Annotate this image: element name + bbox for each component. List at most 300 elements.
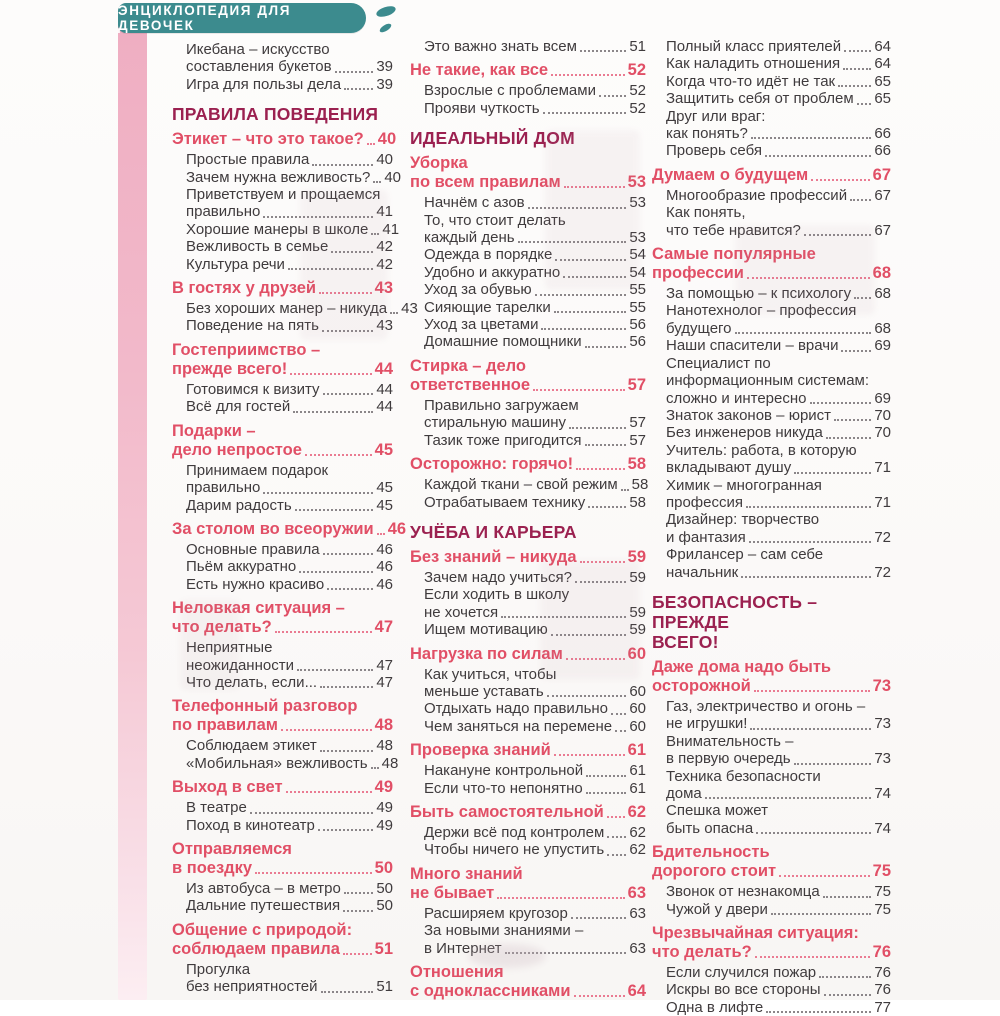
page-number: 57	[627, 375, 646, 394]
entry-title: осторожной	[652, 676, 751, 695]
entry-last-line	[652, 677, 891, 696]
entry-title: Зачем надо учиться?	[424, 568, 572, 586]
entry-title: что делать?	[172, 618, 272, 637]
dot-leader	[535, 294, 627, 296]
entry-line: Специалист по	[666, 354, 771, 372]
page-number: 59	[629, 621, 646, 639]
toc-item-entry	[410, 586, 646, 621]
entry-title: меньше уставать	[424, 682, 544, 700]
dot-leader	[344, 88, 373, 90]
entry-line: Как понять,	[666, 204, 746, 222]
entry-last-line	[424, 940, 646, 957]
entry-line: За новыми знаниями –	[424, 922, 584, 940]
entry-title: Если что-то непонятно	[424, 779, 583, 797]
entry-title: Проверка знаний	[410, 741, 551, 760]
dot-leader	[741, 576, 871, 578]
entry-title: Всё для гостей	[186, 398, 291, 416]
toc-item-entry	[410, 780, 646, 797]
page-number: 77	[874, 998, 891, 1016]
entry-title: Основные правила	[186, 540, 320, 558]
page-edge-strip	[118, 24, 147, 1000]
toc-item-entry	[652, 90, 891, 107]
toc-item-entry	[652, 546, 891, 581]
page-number: 40	[384, 168, 401, 186]
entry-title: Накануне контрольной	[424, 762, 584, 780]
entry-title: Одежда в порядке	[424, 246, 553, 264]
entry-line: Чрезвычайная ситуация:	[652, 924, 859, 943]
entry-last-line	[666, 424, 891, 441]
toc-subsection-entry	[652, 245, 891, 283]
dot-leader	[344, 892, 374, 894]
entry-last-line	[424, 246, 646, 263]
toc-subsection-entry	[410, 61, 646, 80]
toc-section-heading	[410, 128, 646, 148]
entry-last-line	[666, 820, 891, 837]
toc-subsection-entry	[172, 697, 393, 735]
entry-title: Культура речи	[186, 255, 285, 273]
entry-line: ПРАВИЛА ПОВЕДЕНИЯ	[172, 104, 379, 125]
entry-title: дорогого стоит	[652, 862, 777, 881]
page-number: 49	[374, 778, 393, 797]
toc-item-entry	[410, 922, 646, 957]
entry-last-line	[666, 529, 891, 546]
dot-leader	[779, 875, 870, 877]
dot-leader	[533, 389, 625, 391]
entry-title: профессии	[652, 264, 744, 283]
entry-title: Зачем нужна вежливость?	[186, 168, 371, 186]
toc-item-entry	[172, 76, 393, 93]
entry-last-line	[424, 780, 646, 797]
dot-leader	[528, 207, 627, 209]
dot-leader	[321, 991, 374, 993]
toc-item-entry	[172, 381, 393, 398]
page-number: 51	[374, 939, 393, 958]
toc-subsection-entry	[172, 279, 393, 298]
entry-last-line	[424, 38, 646, 55]
page-number: 44	[376, 398, 393, 416]
entry-last-line	[410, 61, 646, 80]
entry-last-line	[666, 222, 891, 239]
page-number: 51	[629, 38, 646, 55]
entry-title: Без хороших манер – никуда	[186, 300, 388, 318]
dot-leader	[611, 713, 626, 715]
entry-last-line	[424, 414, 646, 431]
entry-title: Пьём аккуратно	[186, 558, 297, 576]
dot-leader	[607, 854, 626, 856]
toc-item-entry	[172, 151, 393, 168]
entry-line: информационным системам:	[666, 372, 870, 390]
entry-last-line	[424, 476, 649, 494]
dot-leader	[335, 71, 374, 73]
entry-title: Нагрузка по силам	[410, 644, 563, 663]
entry-title: дома	[666, 785, 702, 802]
page-number: 76	[874, 964, 891, 982]
page-number: 50	[376, 879, 393, 897]
dot-leader	[263, 492, 373, 494]
page-number: 55	[629, 281, 646, 299]
entry-title: правильно	[186, 479, 261, 497]
entry-title: Многообразие профессий	[666, 186, 848, 204]
entry-title: Уход за цветами	[424, 316, 539, 334]
page-number: 43	[374, 279, 393, 298]
page-number: 69	[874, 389, 891, 407]
dot-leader	[551, 634, 627, 636]
entry-title: Ищем мотивацию	[424, 621, 548, 639]
entry-last-line	[410, 982, 646, 1001]
dot-leader	[765, 155, 871, 157]
entry-last-line	[186, 754, 399, 772]
entry-last-line	[186, 398, 393, 415]
entry-last-line	[424, 621, 646, 638]
entry-title: Искры во все стороны	[666, 981, 821, 999]
toc-item-entry	[652, 73, 891, 90]
toc-item-entry	[410, 476, 649, 494]
toc-item-entry	[652, 511, 891, 546]
toc-subsection-entry	[410, 803, 646, 822]
toc-item-entry	[652, 38, 891, 55]
dot-leader	[564, 186, 625, 188]
dot-leader	[574, 995, 625, 997]
toc-item-entry	[410, 212, 646, 247]
entry-title: не игрушки!	[666, 715, 748, 733]
entry-line: ИДЕАЛЬНЫЙ ДОМ	[410, 128, 575, 149]
dot-leader	[607, 836, 626, 838]
entry-last-line	[424, 432, 646, 449]
toc-item-entry	[172, 300, 418, 318]
page-number: 49	[376, 799, 393, 817]
entry-line: Уборка	[410, 154, 468, 173]
entry-last-line	[424, 683, 646, 700]
page-number: 40	[376, 151, 393, 169]
toc-item-entry	[652, 768, 891, 803]
entry-line: Много знаний	[410, 864, 523, 883]
page-number: 67	[874, 186, 891, 204]
dot-leader	[705, 797, 872, 799]
entry-title: За помощью – к психологу	[666, 285, 852, 303]
toc-item-entry	[172, 880, 393, 897]
page-number: 76	[874, 981, 891, 999]
page-number: 56	[629, 333, 646, 351]
toc-item-entry	[410, 718, 646, 735]
dot-leader	[541, 328, 626, 330]
entry-title: в поездку	[172, 858, 253, 877]
entry-last-line	[410, 884, 646, 903]
page-number: 75	[874, 883, 891, 901]
dot-leader	[555, 259, 626, 261]
entry-last-line	[424, 700, 646, 717]
page-number: 74	[874, 785, 891, 802]
toc-item-entry	[410, 569, 646, 586]
entry-title: Это важно знать всем	[424, 38, 577, 55]
entry-last-line	[172, 716, 393, 735]
entry-title: Знаток законов – юрист	[666, 406, 832, 424]
entry-last-line	[186, 220, 400, 238]
toc-subsection-entry	[410, 548, 646, 567]
page-number: 71	[874, 459, 891, 477]
toc-item-entry	[172, 961, 393, 996]
page-number: 54	[629, 246, 646, 264]
entry-title: Взрослые с проблемами	[424, 82, 596, 100]
entry-last-line	[424, 264, 646, 281]
dot-leader	[571, 917, 626, 919]
entry-last-line	[186, 880, 393, 897]
dot-leader	[367, 143, 375, 145]
toc-subsection-entry	[172, 840, 393, 878]
entry-last-line	[186, 76, 393, 93]
toc-item-entry	[652, 407, 891, 424]
page-number: 60	[629, 717, 646, 735]
toc-item-entry	[410, 281, 646, 298]
entry-title: в Интернет	[424, 939, 502, 957]
entry-title: Что делать, если...	[186, 673, 318, 691]
dot-leader	[323, 393, 374, 395]
entry-title: не бывает	[410, 883, 495, 902]
toc-item-entry	[652, 55, 891, 72]
toc-item-entry	[172, 41, 393, 76]
toc-item-entry	[652, 108, 891, 143]
entry-last-line	[186, 238, 393, 255]
dot-leader	[843, 68, 871, 70]
entry-last-line	[172, 859, 393, 878]
entry-last-line	[652, 943, 891, 962]
entry-last-line	[424, 604, 646, 621]
toc-item-entry	[410, 333, 646, 350]
page-number: 67	[874, 221, 891, 239]
toc-section-heading	[410, 522, 646, 542]
dot-leader	[576, 468, 625, 470]
entry-last-line	[186, 151, 393, 168]
entry-last-line	[410, 376, 646, 395]
page-number: 56	[629, 316, 646, 334]
page-number: 42	[376, 238, 393, 256]
page-number: 69	[874, 337, 891, 355]
entry-last-line	[666, 38, 891, 55]
entry-title: Прояви чуткость	[424, 99, 540, 117]
toc-subsection-entry	[410, 865, 646, 903]
entry-title: Чужой у двери	[666, 900, 768, 918]
entry-last-line	[186, 168, 401, 186]
toc-item-entry	[172, 462, 393, 497]
page-number: 58	[629, 493, 646, 511]
dot-leader	[585, 346, 627, 348]
entry-last-line	[666, 55, 891, 72]
entry-title: Уход за обувью	[424, 281, 532, 299]
page-number: 52	[627, 61, 646, 80]
toc-item-entry	[410, 246, 646, 263]
entry-last-line	[424, 299, 646, 316]
toc-section-heading	[172, 104, 393, 124]
toc-item-entry	[652, 337, 891, 354]
entry-title: Быть самостоятельной	[410, 802, 604, 821]
entry-title: Когда что-то идёт не так	[666, 72, 836, 90]
toc-item-entry	[172, 256, 393, 273]
toc-item-entry	[410, 700, 646, 717]
entry-last-line	[410, 741, 646, 760]
toc-item-entry	[172, 817, 393, 834]
entry-last-line	[186, 256, 393, 273]
entry-title: Игра для пользы дела	[186, 75, 342, 93]
entry-last-line	[666, 125, 891, 142]
entry-title: Дарим радость	[186, 496, 292, 514]
page-number: 73	[874, 750, 891, 768]
dot-leader	[854, 297, 871, 299]
toc-item-entry	[652, 901, 891, 918]
entry-line: Правильно загружаем	[424, 396, 579, 414]
entry-last-line	[666, 999, 891, 1016]
dot-leader	[580, 561, 625, 563]
entry-last-line	[424, 841, 646, 858]
entry-title: неожиданности	[186, 656, 294, 674]
entry-last-line	[186, 381, 393, 398]
toc-item-entry	[172, 674, 393, 691]
page-number: 68	[874, 285, 891, 303]
dot-leader	[322, 330, 373, 332]
entry-title: Домашние помощники	[424, 333, 582, 351]
entry-title: Отрабатываем технику	[424, 493, 586, 511]
page-number: 40	[377, 130, 397, 149]
page-number: 41	[376, 203, 393, 221]
entry-line: Если ходить в школу	[424, 586, 570, 604]
toc-item-entry	[410, 194, 646, 211]
entry-last-line	[666, 785, 891, 802]
dot-leader	[518, 241, 627, 243]
entry-last-line	[410, 645, 646, 664]
dot-leader	[299, 571, 373, 573]
page-number: 59	[629, 603, 646, 621]
dot-leader	[288, 268, 373, 270]
dot-leader	[250, 812, 374, 814]
toc-item-entry	[652, 964, 891, 981]
entry-title: прежде всего!	[172, 359, 288, 378]
page-number: 72	[874, 528, 891, 546]
page-number: 60	[629, 682, 646, 700]
dot-leader	[746, 506, 871, 508]
entry-last-line	[666, 459, 891, 476]
dot-leader	[343, 953, 372, 955]
entry-last-line	[424, 905, 646, 922]
entry-last-line	[186, 203, 393, 220]
entry-title: Этикет – что это такое?	[172, 130, 364, 149]
entry-last-line	[666, 142, 891, 159]
page-number: 43	[401, 300, 418, 318]
entry-last-line	[666, 390, 891, 407]
dot-leader	[586, 792, 627, 794]
entry-last-line	[172, 360, 393, 379]
entry-line: Газ, электричество и огонь –	[666, 697, 866, 715]
page-number: 45	[376, 479, 393, 497]
dot-leader	[505, 952, 627, 954]
toc-item-entry	[172, 541, 393, 558]
toc-item-entry	[410, 841, 646, 858]
dot-leader	[551, 74, 625, 76]
dot-leader	[857, 103, 872, 105]
entry-title: Из автобуса – в метро	[186, 879, 341, 897]
dot-leader	[275, 631, 372, 633]
toc-item-entry	[172, 576, 393, 593]
dot-leader	[323, 553, 374, 555]
toc-subsection-entry	[652, 843, 891, 881]
entry-last-line	[666, 285, 891, 302]
dot-leader	[295, 509, 374, 511]
toc-item-entry	[172, 238, 393, 255]
toc-item-entry	[172, 398, 393, 415]
droplet-icon	[378, 22, 392, 34]
entry-line: Отношения	[410, 963, 504, 981]
entry-last-line	[424, 316, 646, 333]
page-number: 61	[629, 779, 646, 797]
entry-title: Поход в кинотеатр	[186, 816, 315, 834]
dot-leader	[286, 791, 372, 793]
toc-subsection-entry	[410, 154, 646, 192]
dot-leader	[390, 312, 398, 314]
dot-leader	[771, 913, 871, 915]
entry-line: Прогулка	[186, 960, 251, 978]
toc-subsection-entry	[172, 422, 393, 460]
entry-line: Подарки –	[172, 421, 256, 440]
page-number: 76	[872, 943, 891, 962]
dot-leader	[804, 234, 871, 236]
toc-item-entry	[652, 883, 891, 900]
dot-leader	[312, 164, 373, 166]
page-number: 39	[376, 75, 393, 93]
toc-item-entry	[652, 302, 891, 337]
entry-last-line	[666, 494, 891, 511]
page-number: 54	[629, 263, 646, 281]
droplet-icon	[375, 4, 397, 19]
entry-title: В гостях у друзей	[172, 279, 317, 298]
page-number: 64	[874, 38, 891, 55]
entry-title: что тебе нравится?	[666, 221, 801, 239]
entry-last-line	[424, 82, 646, 99]
page-number: 73	[874, 715, 891, 733]
page-number: 44	[374, 359, 393, 378]
page-number: 48	[374, 716, 393, 735]
page-number: 72	[874, 563, 891, 581]
toc-item-entry	[652, 142, 891, 159]
page-number: 45	[376, 496, 393, 514]
entry-title: Каждой ткани – свой режим	[424, 476, 618, 494]
entry-last-line	[410, 455, 646, 474]
dot-leader	[794, 472, 871, 474]
dot-leader	[751, 137, 871, 139]
page-number: 70	[874, 406, 891, 424]
entry-title: Хорошие манеры в школе	[186, 220, 369, 238]
entry-last-line	[186, 897, 393, 914]
toc-subsection-entry	[172, 130, 397, 149]
toc-item-entry	[410, 316, 646, 333]
page-number: 52	[629, 99, 646, 117]
dot-leader	[297, 669, 373, 671]
entry-last-line	[666, 564, 891, 581]
dot-leader	[844, 50, 871, 52]
toc-item-entry	[172, 317, 393, 334]
entry-title: Сияющие тарелки	[424, 298, 551, 316]
entry-last-line	[424, 100, 646, 117]
page-number: 55	[629, 298, 646, 316]
entry-last-line	[410, 548, 646, 567]
toc-subsection-entry	[410, 741, 646, 760]
entry-title: как понять?	[666, 125, 748, 143]
entry-last-line	[186, 978, 393, 995]
page-number: 61	[629, 762, 646, 780]
toc-item-entry	[410, 38, 646, 55]
entry-last-line	[186, 558, 393, 575]
entry-last-line	[666, 715, 891, 732]
entry-title: Отдыхать надо правильно	[424, 700, 609, 718]
toc-item-entry	[410, 762, 646, 779]
entry-title: сложно и интересно	[666, 389, 807, 407]
entry-last-line	[186, 817, 393, 834]
